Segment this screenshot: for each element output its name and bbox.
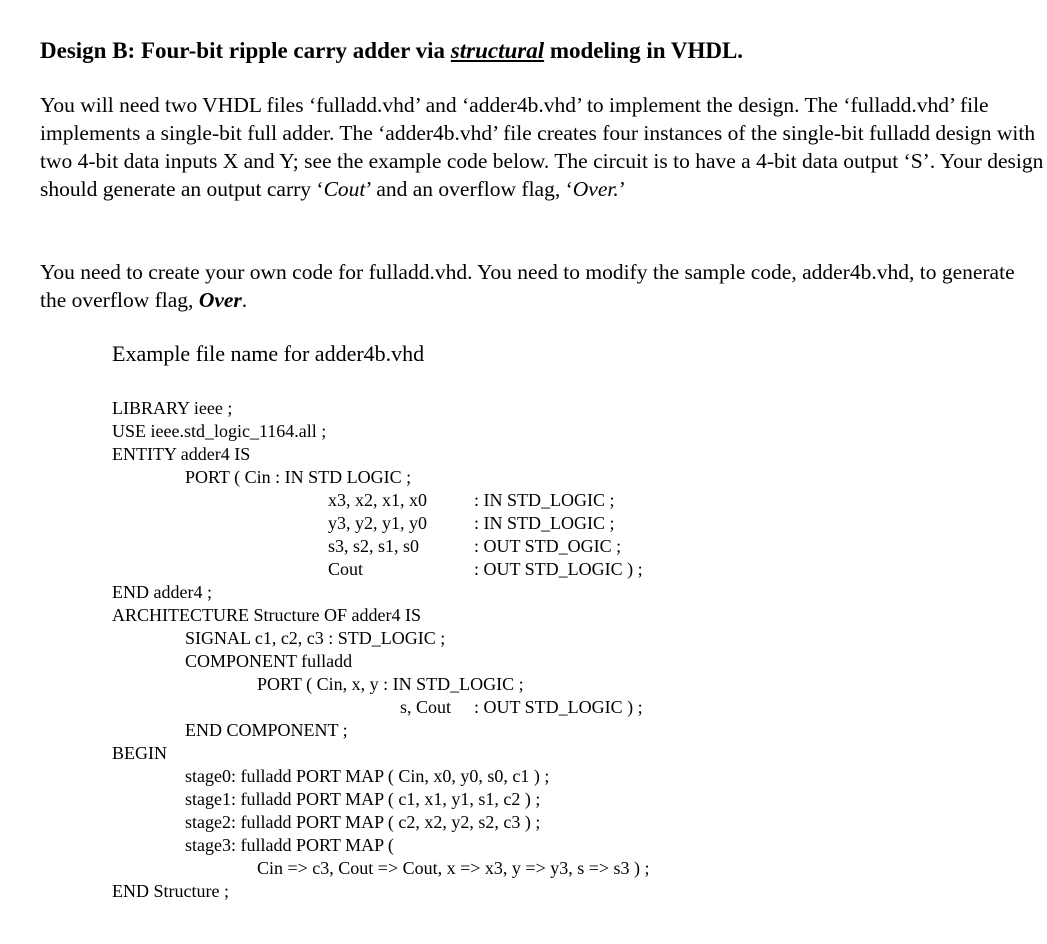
intro-paragraph <box>40 91 1045 203</box>
code-component: COMPONENT fulladd <box>185 651 353 671</box>
intro-text-2: ’ and an overflow flag, ‘ <box>365 177 573 201</box>
code-signal: SIGNAL c1, c2, c3 : STD_LOGIC ; <box>185 628 446 648</box>
title-prefix: Design B: Four-bit ripple carry adder via <box>40 38 451 63</box>
code-component-out-signals: s, Cout <box>400 697 452 717</box>
code-stage0: stage0: fulladd PORT MAP ( Cin, x0, y0, s0, c1 ) ; <box>185 766 550 786</box>
code-x-signals: x3, x2, x1, x0 <box>328 490 427 510</box>
code-use: USE ieee.std_logic_1164.all ; <box>112 421 327 441</box>
code-end-entity: END adder4 ; <box>112 582 212 602</box>
code-cout-type: : OUT STD_LOGIC ) ; <box>474 559 643 579</box>
code-s-signals: s3, s2, s1, s0 <box>328 536 420 556</box>
code-stage3: stage3: fulladd PORT MAP ( <box>185 835 394 855</box>
code-y-signals: y3, y2, y1, y0 <box>328 513 427 533</box>
code-stage3-args: Cin => c3, Cout => Cout, x => x3, y => y3, s => s3 ) ; <box>257 858 650 878</box>
instruction-text-1: You need to create your own code for fulladd.vhd. You need to modify the sample code, adder4b.vhd, to generate the overflow flag, <box>40 260 1015 312</box>
title-suffix: modeling in VHDL. <box>544 38 744 63</box>
code-y-type: : IN STD_LOGIC ; <box>474 513 615 533</box>
code-architecture: ARCHITECTURE Structure OF adder4 IS <box>112 605 421 625</box>
code-cout-signal: Cout <box>328 559 364 579</box>
intro-text-3: ’ <box>618 177 626 201</box>
instruction-paragraph <box>40 258 1045 314</box>
over-flag-term: Over <box>198 288 242 312</box>
code-s-type: : OUT STD_OGIC ; <box>474 536 622 556</box>
title-emphasis: structural <box>450 38 545 63</box>
example-title: Example file name for adder4b.vhd <box>112 341 425 366</box>
code-port-cin: PORT ( Cin : IN STD LOGIC ; <box>185 467 412 487</box>
instruction-text-2: . <box>241 288 248 312</box>
code-stage2: stage2: fulladd PORT MAP ( c2, x2, y2, s2, c3 ) ; <box>185 812 541 832</box>
code-library: LIBRARY ieee ; <box>112 398 233 418</box>
code-entity: ENTITY adder4 IS <box>112 444 251 464</box>
intro-text-1: You will need two VHDL files ‘fulladd.vhd’ and ‘adder4b.vhd’ to implement the design. The ‘fulladd.vhd’ file implements a single-bit full adder. The ‘adder4b.vhd’ file creates four instances of the single-bit fulladd design with two 4-bit data inputs X and Y; see the example code below. The circuit is to have a 4-bit data output ‘S’. Your design should generate an output carry ‘ <box>40 93 1044 201</box>
code-component-out-type: : OUT STD_LOGIC ) ; <box>474 697 643 717</box>
code-end-component: END COMPONENT ; <box>185 720 348 740</box>
code-end-architecture: END Structure ; <box>112 881 229 901</box>
code-stage1: stage1: fulladd PORT MAP ( c1, x1, y1, s1, c2 ) ; <box>185 789 541 809</box>
cout-term: Cout <box>323 177 366 201</box>
code-x-type: : IN STD_LOGIC ; <box>474 490 615 510</box>
page-title <box>40 38 743 64</box>
code-component-port: PORT ( Cin, x, y : IN STD_LOGIC ; <box>257 674 524 694</box>
over-term: Over. <box>572 177 619 201</box>
code-begin: BEGIN <box>112 743 167 763</box>
